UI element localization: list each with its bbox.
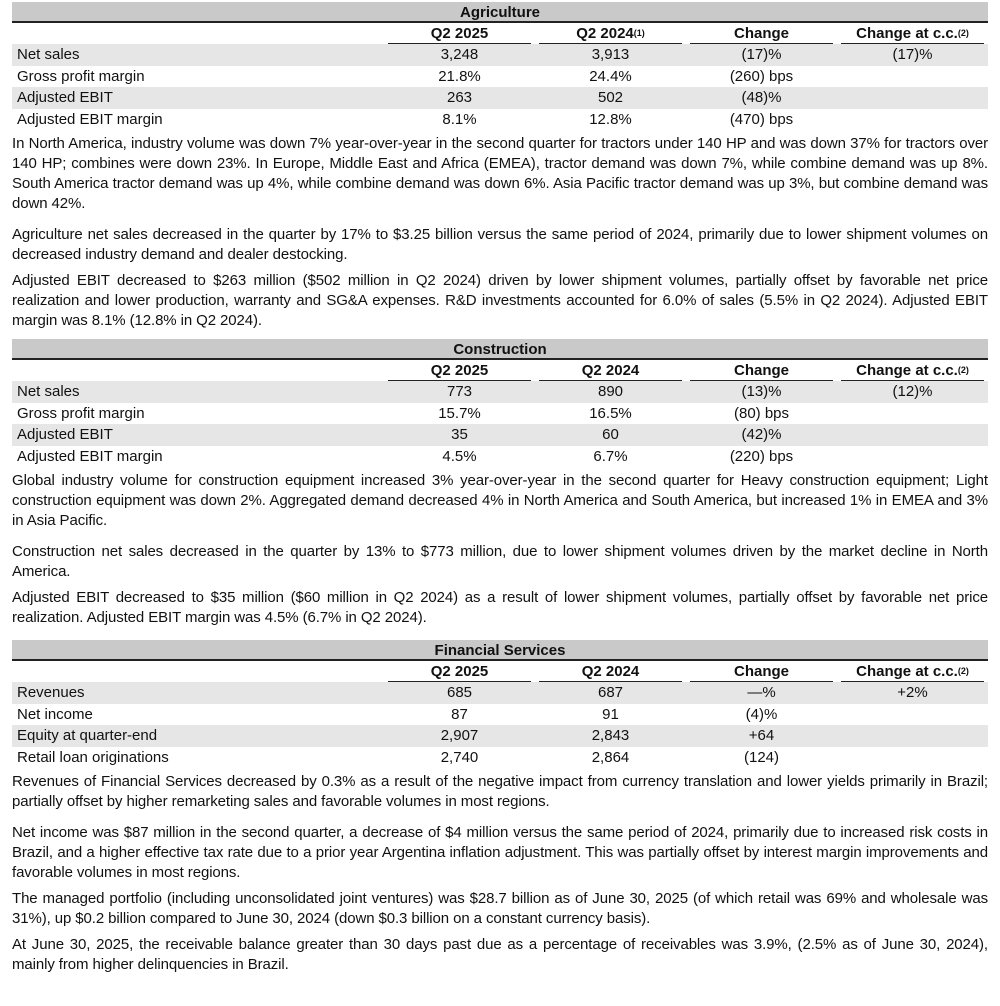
construction-title: Construction <box>12 339 988 360</box>
agriculture-title: Agriculture <box>12 2 988 23</box>
footnote-ref: (1) <box>633 27 645 38</box>
row-label: Gross profit margin <box>17 404 145 422</box>
cell-q2-2025: 87 <box>451 705 468 723</box>
cell-change-cc <box>837 424 988 446</box>
paragraph: Adjusted EBIT decreased to $263 million ($502 million in Q2 2024) driven by lower shipment volumes, partially offset by favorable net price realization and lower production, warranty and SG&A expenses. R&D investments accounted for 6.0% of sales (5.5% in Q2 2024). Adjusted EBIT margin was 8.1% (12.8% in Q2 2024). <box>12 272 988 329</box>
cell-change-cc: +2% <box>837 682 988 704</box>
cell-change: +64 <box>686 725 837 747</box>
table-header-row <box>12 360 988 381</box>
table-header-row <box>12 23 988 44</box>
header-change-cc: Change at c.c.$^{(2)}$ <box>837 661 988 682</box>
cell-q2-2025: 3,248 <box>384 44 535 66</box>
cell-change: (124) <box>743 748 780 766</box>
cell-q2-2024: 24.4% <box>589 67 632 85</box>
header-change-cc: Change at c.c.$^{(2)}$ <box>837 360 988 381</box>
cell-change-cc <box>837 704 988 726</box>
cell-q2-2024: 6.7% <box>593 447 628 465</box>
construction-section <box>12 339 988 628</box>
cell-q2-2024: 2,864 <box>591 748 630 766</box>
row-label: Revenues <box>12 682 384 704</box>
cell-q2-2025: 263 <box>384 87 535 109</box>
agriculture-table <box>12 23 988 130</box>
header-q2-2024: Q2 2024$^{(1)}$ <box>535 23 686 44</box>
cell-change: (4)% <box>745 705 778 723</box>
cell-q2-2024: 687 <box>535 682 686 704</box>
financial-services-section <box>12 640 988 975</box>
cell-change: (17)% <box>686 44 837 66</box>
header-change: Change <box>686 360 837 381</box>
paragraph: Agriculture net sales decreased in the quarter by 17% to $3.25 billion versus the same period of 2024, primarily due to lower shipment volumes on decreased industry demand and dealer destocking. <box>12 226 988 263</box>
header-q2-2025: Q2 2025 <box>384 360 535 381</box>
cell-change-cc <box>837 109 988 131</box>
agriculture-section <box>12 2 988 331</box>
cell-q2-2025: 2,907 <box>384 725 535 747</box>
cell-change-cc <box>837 87 988 109</box>
table-row <box>12 109 988 131</box>
table-row <box>12 424 988 446</box>
paragraph: At June 30, 2025, the receivable balance greater than 30 days past due as a percentage of receivables was 3.9%, (2.5% as of June 30, 2024), mainly from higher delinquencies in Brazil. <box>12 936 988 973</box>
cell-q2-2025: 2,740 <box>440 748 479 766</box>
table-row <box>12 725 988 747</box>
footnote-ref: (2) <box>957 27 969 38</box>
cell-q2-2024: 60 <box>535 424 686 446</box>
header-change-cc: Change at c.c.$^{(2)}$ <box>837 23 988 44</box>
cell-change-cc <box>837 446 988 468</box>
cell-q2-2024: 3,913 <box>535 44 686 66</box>
header-q2-2024: Q2 2024 <box>535 360 686 381</box>
table-row <box>12 704 988 726</box>
footnote-ref: (2) <box>957 665 969 676</box>
cell-change: (260) bps <box>729 67 794 85</box>
paragraph: Revenues of Financial Services decreased by 0.3% as a result of the negative impact from currency translation and lower yields primarily in Brazil; partially offset by higher remarketing sales and favorable volumes in most regions. <box>12 773 988 810</box>
cell-q2-2024: 890 <box>535 381 686 403</box>
cell-change-cc <box>837 747 988 769</box>
cell-change: (80) bps <box>733 404 790 422</box>
row-label: Equity at quarter-end <box>12 725 384 747</box>
table-header-row <box>12 661 988 682</box>
cell-q2-2025: 685 <box>384 682 535 704</box>
paragraph: The managed portfolio (including unconsolidated joint ventures) was $28.7 billion as of June 30, 2025 (of which retail was 69% and wholesale was 31%), up $0.2 billion compared to June 30, 2024 (down $0.3 billion on a constant currency basis). <box>12 890 988 927</box>
cell-q2-2025: 8.1% <box>442 110 477 128</box>
row-label: Adjusted EBIT margin <box>17 110 163 128</box>
financial-services-table <box>12 661 988 768</box>
row-label: Net sales <box>12 44 384 66</box>
cell-change-cc <box>837 66 988 88</box>
cell-q2-2025: 15.7% <box>438 404 481 422</box>
cell-change: (42)% <box>686 424 837 446</box>
row-label: Adjusted EBIT <box>12 424 384 446</box>
financial-services-title: Financial Services <box>12 640 988 661</box>
cell-q2-2025: 21.8% <box>438 67 481 85</box>
paragraph: Construction net sales decreased in the quarter by 13% to $773 million, due to lower shipment volumes driven by the market decline in North America. <box>12 543 988 580</box>
paragraph: Global industry volume for construction equipment increased 3% year-over-year in the second quarter for Heavy construction equipment; Light construction equipment was down 2%. Aggregated demand decreased 4% in North America and South America, but increased 1% in EMEA and 3% in Asia Pacific. <box>12 472 988 529</box>
header-change: Change <box>686 23 837 44</box>
paragraph: In North America, industry volume was down 7% year-over-year in the second quarter for tractors under 140 HP and was down 37% for tractors over 140 HP; combines were down 23%. In Europe, Middle East and Africa (EMEA), tractor demand was down 7%, while combine demand was up 8%. South America tractor demand was up 4%, while combine demand was down 6%. Asia Pacific tractor demand was up 3%, but combine demand was down 42%. <box>12 135 988 212</box>
header-empty <box>12 23 384 44</box>
header-empty <box>12 661 384 682</box>
cell-change: (220) bps <box>729 447 794 465</box>
header-q2-2024: Q2 2024 <box>535 661 686 682</box>
cell-q2-2024: 502 <box>535 87 686 109</box>
header-change: Change <box>686 661 837 682</box>
row-label: Retail loan originations <box>17 748 169 766</box>
table-row <box>12 44 988 66</box>
cell-change: (470) bps <box>729 110 794 128</box>
table-row <box>12 747 988 769</box>
cell-change: (13)% <box>686 381 837 403</box>
paragraph: Adjusted EBIT decreased to $35 million ($60 million in Q2 2024) as a result of lower shipment volumes, partially offset by favorable net price realization. Adjusted EBIT margin was 4.5% (6.7% in Q2 2024). <box>12 589 988 626</box>
table-row <box>12 682 988 704</box>
cell-q2-2025: 35 <box>384 424 535 446</box>
cell-q2-2024: 2,843 <box>535 725 686 747</box>
cell-q2-2025: 4.5% <box>442 447 477 465</box>
footnote-ref: (2) <box>957 364 969 375</box>
cell-change-cc: (12)% <box>837 381 988 403</box>
header-q2-2025: Q2 2025 <box>384 23 535 44</box>
row-label: Net income <box>17 705 93 723</box>
cell-q2-2024: 12.8% <box>589 110 632 128</box>
row-label: Net sales <box>12 381 384 403</box>
row-label: Gross profit margin <box>17 67 145 85</box>
cell-q2-2024: 16.5% <box>589 404 632 422</box>
construction-table <box>12 360 988 467</box>
paragraph: Net income was $87 million in the second quarter, a decrease of $4 million versus the same period of 2024, primarily due to increased risk costs in Brazil, and a higher effective tax rate due to a prior year Argentina inflation adjustment. This was partially offset by interest margin improvements and favorable volumes in most regions. <box>12 824 988 881</box>
table-row <box>12 381 988 403</box>
cell-q2-2024: 91 <box>602 705 619 723</box>
cell-change: —% <box>686 682 837 704</box>
cell-change: (48)% <box>686 87 837 109</box>
table-row <box>12 87 988 109</box>
cell-q2-2025: 773 <box>384 381 535 403</box>
cell-change-cc <box>837 725 988 747</box>
header-q2-2025: Q2 2025 <box>384 661 535 682</box>
table-row <box>12 446 988 468</box>
header-empty <box>12 360 384 381</box>
table-row <box>12 66 988 88</box>
cell-change-cc <box>837 403 988 425</box>
table-row <box>12 403 988 425</box>
row-label: Adjusted EBIT <box>12 87 384 109</box>
row-label: Adjusted EBIT margin <box>17 447 163 465</box>
cell-change-cc: (17)% <box>837 44 988 66</box>
